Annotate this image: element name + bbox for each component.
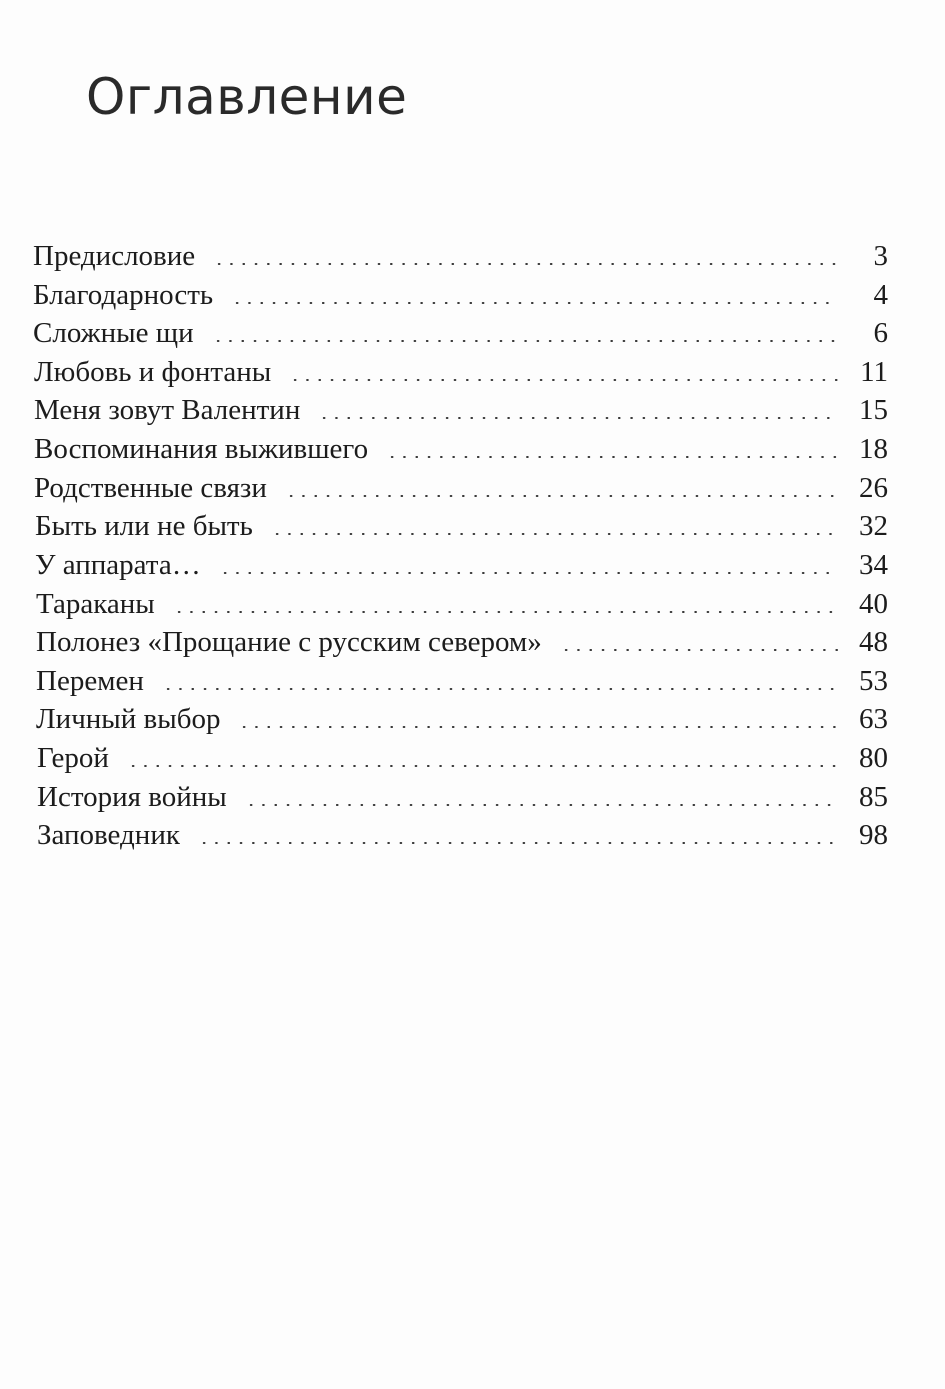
entry-title: Родственные связи <box>34 472 267 504</box>
entry-page-number: 34 <box>859 549 888 581</box>
entry-page-number: 80 <box>859 742 888 774</box>
entry-page-number: 18 <box>859 433 888 465</box>
toc-entry <box>34 354 888 390</box>
toc-entry <box>34 392 888 428</box>
entry-page-number: 6 <box>873 317 888 349</box>
entry-page-number: 85 <box>859 781 888 813</box>
entry-title: Сложные щи <box>33 317 194 349</box>
dot-leader <box>245 804 838 806</box>
toc-entry <box>33 315 888 351</box>
dot-leader <box>289 379 838 381</box>
dot-leader <box>386 456 838 458</box>
toc-entry <box>36 701 888 737</box>
dot-leader <box>212 340 838 342</box>
entry-title: Герой <box>37 742 109 774</box>
dot-leader <box>318 417 838 419</box>
toc-entry <box>37 740 888 776</box>
toc-entry <box>37 779 888 815</box>
dot-leader <box>219 572 838 574</box>
entry-title: Благодарность <box>33 279 214 311</box>
dot-leader <box>198 842 838 844</box>
dot-leader <box>285 495 838 497</box>
dot-leader <box>213 263 838 265</box>
entry-title: Личный выбор <box>36 703 221 735</box>
toc-entry <box>34 431 888 467</box>
entry-page-number: 53 <box>859 665 888 697</box>
entry-title: Меня зовут Валентин <box>34 394 301 426</box>
toc-entry <box>35 508 888 544</box>
toc-entry <box>33 277 888 313</box>
entry-page-number: 3 <box>873 240 888 272</box>
entry-title: Воспоминания выжившего <box>34 433 369 465</box>
toc-entry <box>33 238 888 274</box>
dot-leader <box>173 611 838 613</box>
entry-title: Тараканы <box>36 588 155 620</box>
entry-title: История войны <box>37 781 227 813</box>
toc-entry <box>36 624 888 660</box>
entry-page-number: 63 <box>859 703 888 735</box>
entry-page-number: 48 <box>859 626 888 658</box>
toc-entry <box>37 817 888 853</box>
toc-entry <box>36 663 888 699</box>
entry-page-number: 15 <box>859 394 888 426</box>
entry-page-number: 98 <box>859 819 888 851</box>
entry-title: Предисловие <box>33 240 196 272</box>
entry-title: Любовь и фонтаны <box>34 356 272 388</box>
entry-title: Перемен <box>36 665 144 697</box>
dot-leader <box>238 726 838 728</box>
entry-page-number: 4 <box>873 279 888 311</box>
dot-leader <box>560 649 838 651</box>
toc-entry <box>35 547 888 583</box>
entry-title: Заповедник <box>37 819 180 851</box>
dot-leader <box>162 688 838 690</box>
toc-entry <box>34 470 888 506</box>
page-title: Оглавление <box>86 68 408 126</box>
dot-leader <box>231 302 838 304</box>
dot-leader <box>271 533 838 535</box>
entry-page-number: 11 <box>860 356 888 388</box>
entry-title: Быть или не быть <box>35 510 253 542</box>
entry-page-number: 32 <box>859 510 888 542</box>
toc-entry <box>36 586 888 622</box>
entry-title: Полонез «Прощание с русским севером» <box>36 626 542 658</box>
dot-leader <box>127 765 838 767</box>
entry-title: У аппарата… <box>35 549 201 581</box>
entry-page-number: 40 <box>859 588 888 620</box>
entry-page-number: 26 <box>859 472 888 504</box>
